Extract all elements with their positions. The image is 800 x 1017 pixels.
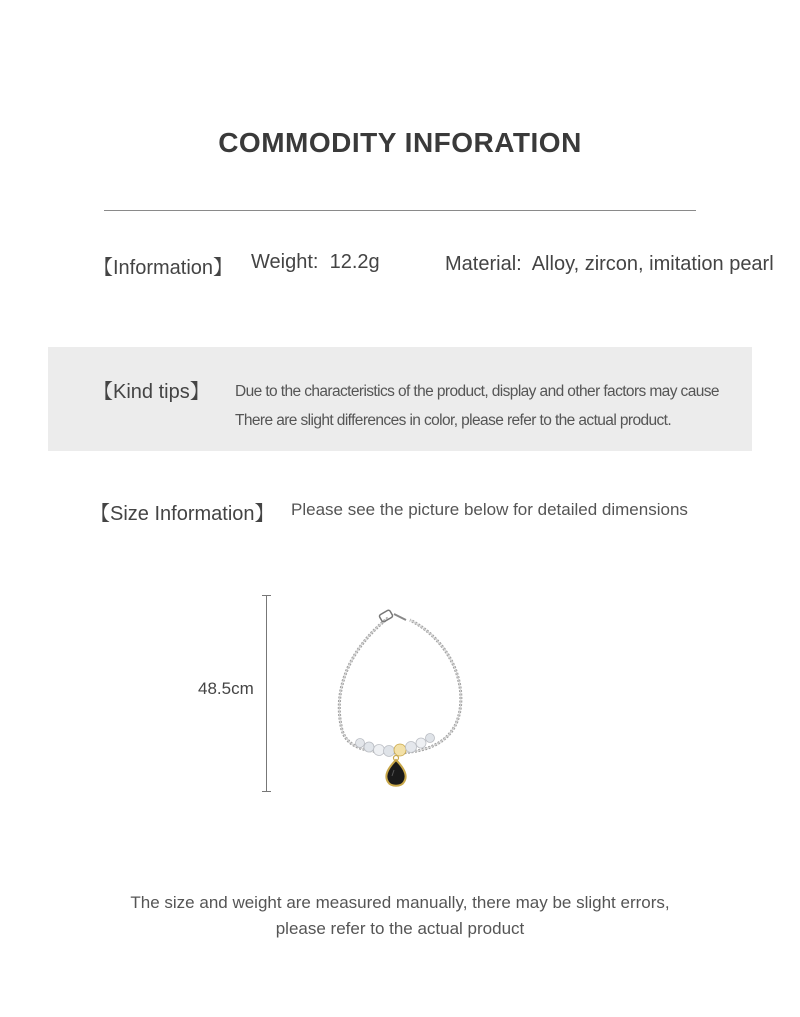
material-field (445, 253, 774, 276)
dimension-value: 48.5cm (198, 679, 254, 698)
kind-tips-text (235, 377, 719, 435)
footer-line-1: The size and weight are measured manually, there may be slight errors, (130, 893, 670, 912)
dimension-line (266, 595, 267, 792)
size-information-note: Please see the picture below for detailed dimensions (291, 500, 688, 519)
dimension-cap-top (262, 595, 271, 596)
weight-value: 12.2g (329, 251, 380, 273)
material-value: Alloy, zircon, imitation pearl (531, 253, 774, 275)
information-label: 【Information】 (93, 257, 234, 279)
kind-tips-line-1: Due to the characteristics of the product, display and other factors may cause (235, 383, 719, 400)
title-divider (104, 210, 696, 211)
kind-tips-line-2: There are slight differences in color, please refer to the actual product. (235, 412, 672, 429)
material-label: Material: (445, 253, 522, 275)
kind-tips-label: 【Kind tips】 (93, 381, 210, 403)
size-information-label: 【Size Information】 (90, 503, 275, 525)
page-title: COMMODITY INFORATION (218, 127, 582, 158)
dimension-cap-bottom (262, 791, 271, 792)
footer-note (0, 890, 800, 942)
necklace-photo (320, 600, 490, 810)
weight-label: Weight: (251, 251, 319, 273)
weight-field (251, 251, 380, 274)
footer-line-2: please refer to the actual product (275, 919, 525, 938)
